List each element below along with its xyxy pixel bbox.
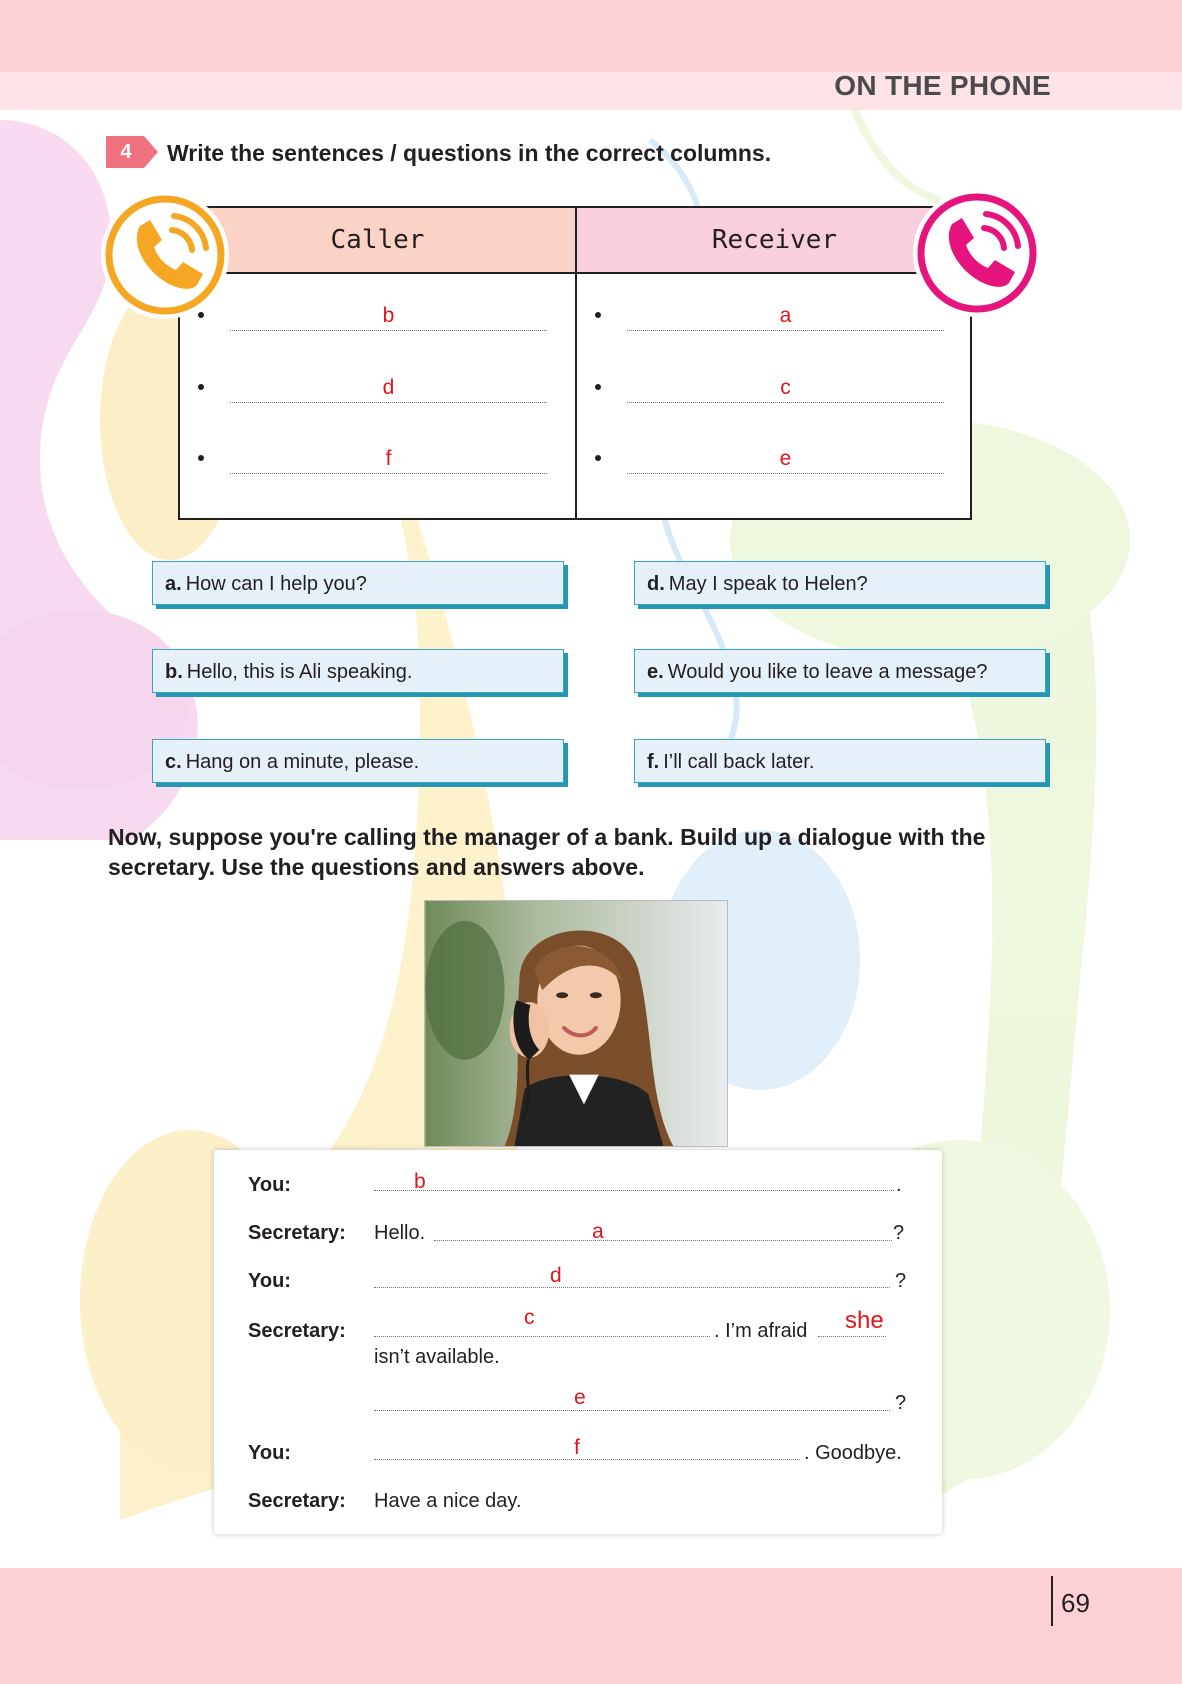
dotted-answer-line	[627, 473, 944, 474]
caller-phone-icon	[100, 190, 230, 320]
dotted-answer-line	[374, 1190, 894, 1191]
dialogue-answer: d	[550, 1264, 562, 1287]
dotted-answer-line	[374, 1459, 800, 1460]
caller-answer-row	[180, 443, 575, 483]
caller-column	[180, 208, 577, 518]
top-color-band	[0, 0, 1182, 72]
sentence-text: Would you like to leave a message?	[667, 661, 988, 683]
receiver-phone-icon	[912, 188, 1042, 318]
dotted-answer-line	[374, 1410, 890, 1411]
exercise-number-badge	[106, 136, 158, 168]
sentence-text: I’ll call back later.	[663, 751, 815, 773]
sentence-text: May I speak to Helen?	[668, 573, 868, 595]
dialogue-answer: f	[574, 1436, 580, 1459]
sentence-letter: d.	[647, 573, 665, 595]
caller-answer: b	[382, 304, 395, 327]
section-title: ON THE PHONE	[834, 70, 1051, 101]
speaker-secretary: Secretary:	[248, 1320, 346, 1342]
receiver-answer: c	[780, 376, 791, 399]
caller-receiver-table	[178, 206, 972, 520]
dialogue-answer: e	[574, 1386, 586, 1409]
exercise-instruction: Write the sentences / questions in the correct columns.	[167, 140, 772, 166]
bullet	[595, 384, 601, 390]
speaker-you: You:	[248, 1442, 291, 1464]
dialogue-text: isn’t available.	[374, 1346, 500, 1368]
dotted-answer-line	[374, 1287, 890, 1288]
receiver-answer: a	[779, 304, 792, 327]
speaker-secretary: Secretary:	[248, 1490, 346, 1512]
line-end-punctuation: ?	[895, 1392, 907, 1414]
dotted-answer-line	[230, 330, 547, 331]
caller-answer: f	[385, 447, 392, 470]
receiver-answer-row	[577, 443, 972, 483]
sentence-text: Hang on a minute, please.	[185, 751, 420, 773]
speaker-you: You:	[248, 1174, 291, 1196]
dotted-answer-line	[230, 473, 547, 474]
sentence-box-e	[634, 649, 1046, 693]
sentence-box-f	[634, 739, 1046, 783]
caller-answer-row	[180, 372, 575, 412]
dialogue-text: . I’m afraid	[714, 1320, 808, 1342]
bullet	[595, 312, 601, 318]
sentence-box-b	[152, 649, 564, 693]
dialogue-text: Hello.	[374, 1222, 426, 1244]
receiver-answer: e	[779, 447, 792, 470]
sentence-letter: b.	[165, 661, 183, 683]
line-end-punctuation: ?	[895, 1270, 907, 1292]
dotted-answer-line	[818, 1336, 886, 1337]
dotted-answer-line	[627, 330, 944, 331]
sentence-letter: c.	[165, 751, 182, 773]
speaker-you: You:	[248, 1270, 291, 1292]
receiver-heading: Receiver	[577, 208, 972, 274]
dialogue-answer: she	[845, 1307, 884, 1334]
dialogue-instruction: Now, suppose you're calling the manager of a bank. Build up a dialogue with the secretary. Use the questions and answers above.	[108, 824, 986, 880]
dialogue-text: . Goodbye.	[804, 1442, 902, 1464]
dialogue-text: Have a nice day.	[374, 1490, 522, 1512]
sentence-box-a	[152, 561, 564, 605]
page-number: 69	[1051, 1576, 1090, 1626]
dotted-answer-line	[627, 402, 944, 403]
dialogue-answer: b	[414, 1170, 426, 1193]
exercise-number: 4	[120, 141, 132, 163]
bullet	[198, 384, 204, 390]
secretary-photo	[424, 900, 728, 1147]
sentence-text: How can I help you?	[185, 573, 367, 595]
caller-heading: Caller	[180, 208, 575, 274]
sentence-letter: a.	[165, 573, 182, 595]
sentence-text: Hello, this is Ali speaking.	[186, 661, 413, 683]
line-end-punctuation: ?	[893, 1222, 905, 1244]
dialogue-answer: a	[592, 1220, 604, 1243]
bottom-color-band	[0, 1568, 1182, 1684]
line-end-punctuation: .	[896, 1174, 902, 1196]
caller-answer: d	[382, 376, 395, 399]
sentence-letter: e.	[647, 661, 664, 683]
receiver-answer-row	[577, 372, 972, 412]
caller-answer-row	[180, 300, 575, 340]
bullet	[198, 455, 204, 461]
sentence-letter: f.	[647, 751, 660, 773]
sentence-box-c	[152, 739, 564, 783]
dotted-answer-line	[374, 1336, 710, 1337]
dotted-answer-line	[434, 1240, 892, 1241]
dialogue-answer: c	[524, 1306, 535, 1329]
bullet	[595, 455, 601, 461]
sentence-box-d	[634, 561, 1046, 605]
dotted-answer-line	[230, 402, 547, 403]
speaker-secretary: Secretary:	[248, 1222, 346, 1244]
